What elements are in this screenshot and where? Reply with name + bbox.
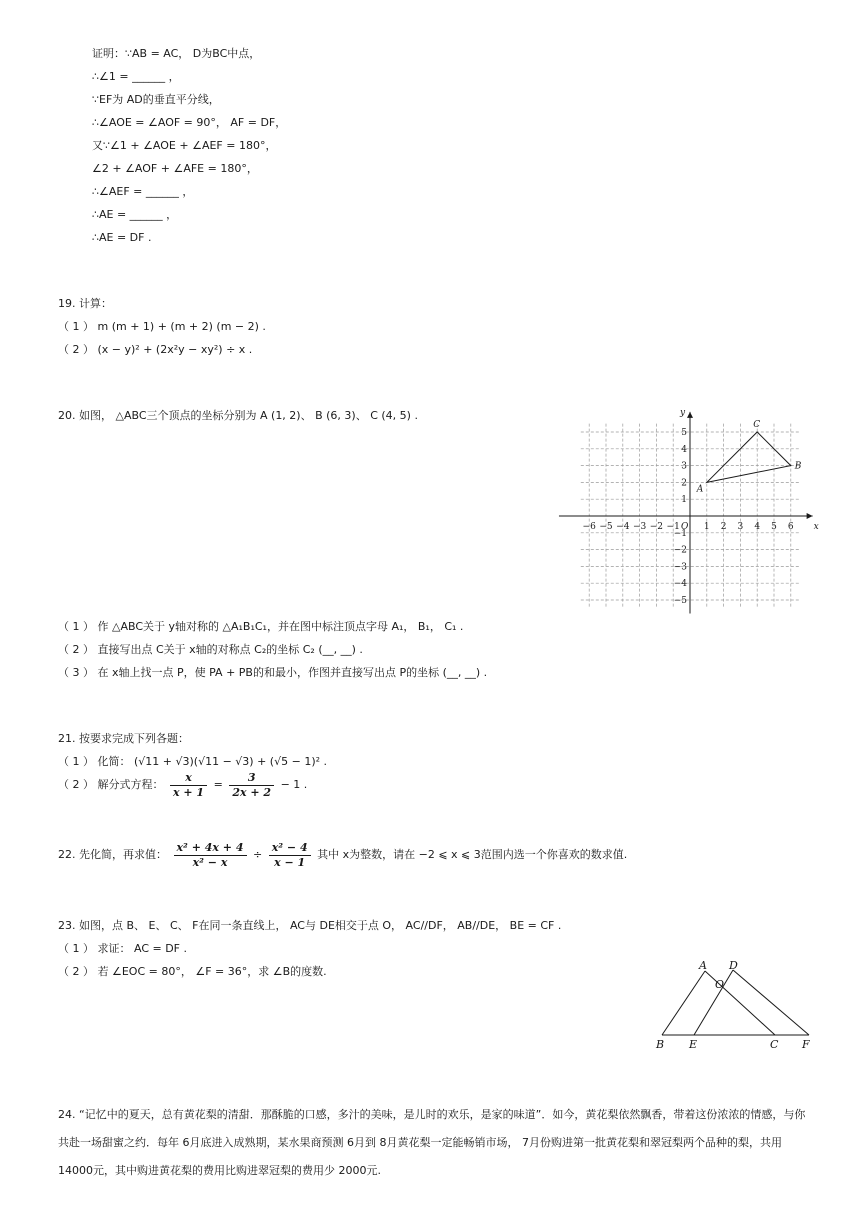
y-tick-label: 5: [681, 428, 687, 438]
proof-line-2: ∴∠1 = ______ ，: [92, 70, 180, 83]
q21-lhs-numerator: x: [170, 771, 207, 786]
q21-item-2-tail: − 1 .: [280, 778, 308, 791]
q20-item-3: （ 3 ） 在 x轴上找一点 P，使 PA + PB的和最小，作图并直接写出点 P的坐标 (__, __) .: [58, 666, 488, 679]
x-tick-label: −5: [599, 522, 613, 532]
vertex-label-a: A: [696, 484, 704, 495]
x-tick-label: 4: [754, 522, 761, 532]
q21-rhs-numerator: 3: [229, 771, 274, 786]
q20-title: 20. 如图， △ABC三个顶点的坐标分别为 A (1, 2)、 B (6, 3)、 C (4, 5) .: [58, 409, 418, 422]
proof-line-9: ∴AE = DF .: [92, 231, 152, 244]
x-tick-label: −3: [632, 522, 647, 532]
x-tick-label: −6: [582, 522, 596, 532]
segment-ab: [662, 971, 705, 1035]
segment-ed: [694, 970, 733, 1035]
q21-item-1: （ 1 ） 化简： (√11 + √3)(√11 − √3) + (√5 − 1)² .: [58, 755, 328, 768]
x-tick-label: −1: [666, 522, 680, 532]
proof-line-4: ∴∠AOE = ∠AOF = 90°， AF = DF，: [92, 116, 287, 129]
triangle-abc: [707, 432, 791, 482]
q22-fraction-2: [269, 841, 311, 870]
q22-f1-numerator: x² + 4x + 4: [174, 841, 247, 856]
q23-item-2: （ 2 ） 若 ∠EOC = 80°， ∠F = 36°，求 ∠B的度数.: [58, 965, 327, 978]
q21-fraction-rhs: [229, 771, 274, 800]
proof-line-3: ∵EF为 AD的垂直平分线，: [92, 93, 220, 106]
q20-item-2: （ 2 ） 直接写出点 C关于 x轴的对称点 C₂的坐标 C₂ (__, __) .: [58, 643, 363, 656]
x-tick-label: −2: [649, 522, 664, 532]
y-axis-arrow-icon: [687, 412, 693, 418]
x-tick-label: 5: [771, 522, 777, 532]
q21-lhs-denominator: x + 1: [173, 785, 205, 799]
q22-f2-denominator: x − 1: [274, 855, 306, 869]
q22-tail: 其中 x为整数，请在 −2 ⩽ x ⩽ 3范围内选一个你喜欢的数求值.: [317, 848, 628, 861]
proof-line-8: ∴AE = ______ ，: [92, 208, 178, 221]
vertex-label-b: B: [794, 461, 802, 472]
q21-title: 21. 按要求完成下列各题：: [58, 732, 189, 745]
x-tick-label: 3: [737, 522, 744, 532]
q21-item-2-prefix: （ 2 ） 解分式方程：: [58, 778, 164, 791]
x-tick-label: 2: [720, 522, 727, 532]
proof-line-5: 又∵∠1 + ∠AOE + ∠AEF = 180°，: [92, 139, 277, 152]
q21-item-2: [58, 770, 307, 800]
y-tick-label: 3: [681, 461, 687, 472]
triangle-figure: [652, 958, 816, 1054]
q22-f2-numerator: x² − 4: [269, 841, 311, 856]
y-tick-label: −5: [673, 596, 687, 606]
question-24: 24. “记忆中的夏天，总有黄花梨的清甜．那酥脆的口感，多汁的美味，是儿时的欢乐，是家的味道”．如今，黄花梨依然飘香，带着这份浓浓的情感，与你共赴一场甜蜜之约．每年 6月底进入成熟期，某水果商预测 6月到 8月黄花梨一定能畅销市场， 7月份购进第一批黄花梨和翠冠梨两个品种的梨，共用 14000元，其中购进黄花梨的费用比购进翠冠梨的费用少 2000元.: [58, 1108, 806, 1177]
q19-item-1: （ 1 ） m (m + 1) + (m + 2) (m − 2) .: [58, 320, 266, 333]
label-c: C: [770, 1038, 779, 1051]
label-o: O: [715, 978, 725, 991]
question-22: [58, 840, 627, 870]
y-tick-label: 1: [681, 495, 687, 506]
segment-df: [733, 970, 809, 1035]
y-tick-label: −4: [673, 579, 687, 590]
q23-item-1: （ 1 ） 求证： AC = DF .: [58, 942, 187, 955]
x-tick-label: −4: [616, 522, 630, 532]
label-b: B: [656, 1038, 665, 1051]
vertex-label-c: C: [753, 420, 761, 430]
y-axis-label: y: [680, 408, 686, 419]
y-tick-label: 4: [681, 444, 687, 455]
x-tick-label: 1: [703, 522, 710, 532]
q22-prefix: 22. 先化简，再求值：: [58, 848, 167, 861]
q22-fraction-1: [174, 841, 247, 870]
q21-fraction-lhs: [170, 771, 207, 800]
y-tick-label: 2: [681, 478, 687, 489]
coordinate-grid-figure: [574, 404, 819, 606]
proof-line-7: ∴∠AEF = ______ ，: [92, 185, 194, 198]
label-f: F: [802, 1038, 810, 1051]
x-axis-arrow-icon: [807, 513, 813, 519]
label-a: A: [699, 959, 707, 972]
q19-title: 19. 计算：: [58, 297, 112, 310]
q22-divide-sign: ÷: [253, 848, 263, 861]
x-axis-label: x: [813, 522, 819, 532]
q19-item-2: （ 2 ） (x − y)² + (2x²y − xy²) ÷ x .: [58, 343, 253, 356]
origin-label: O: [681, 522, 689, 532]
label-e: E: [689, 1038, 698, 1051]
y-tick-label: −1: [673, 528, 687, 539]
y-tick-label: −3: [673, 562, 687, 573]
y-tick-label: −2: [673, 545, 687, 556]
q21-equals: =: [213, 778, 223, 791]
q21-rhs-denominator: 2x + 2: [232, 785, 272, 799]
q20-item-1: （ 1 ） 作 △ABC关于 y轴对称的 △A₁B₁C₁，并在图中标注顶点字母 A₁， B₁， C₁ .: [58, 620, 464, 633]
q23-title: 23. 如图，点 B、 E、 C、 F在同一条直线上， AC与 DE相交于点 O， AC//DF， AB//DE， BE = CF .: [58, 919, 562, 932]
label-d: D: [729, 959, 738, 972]
x-tick-label: 6: [787, 522, 794, 532]
q22-f1-denominator: x² − x: [192, 855, 228, 869]
proof-line-6: ∠2 + ∠AOF + ∠AFE = 180°，: [92, 162, 258, 175]
proof-line-1: 证明：∵AB = AC， D为BC中点，: [92, 47, 261, 60]
